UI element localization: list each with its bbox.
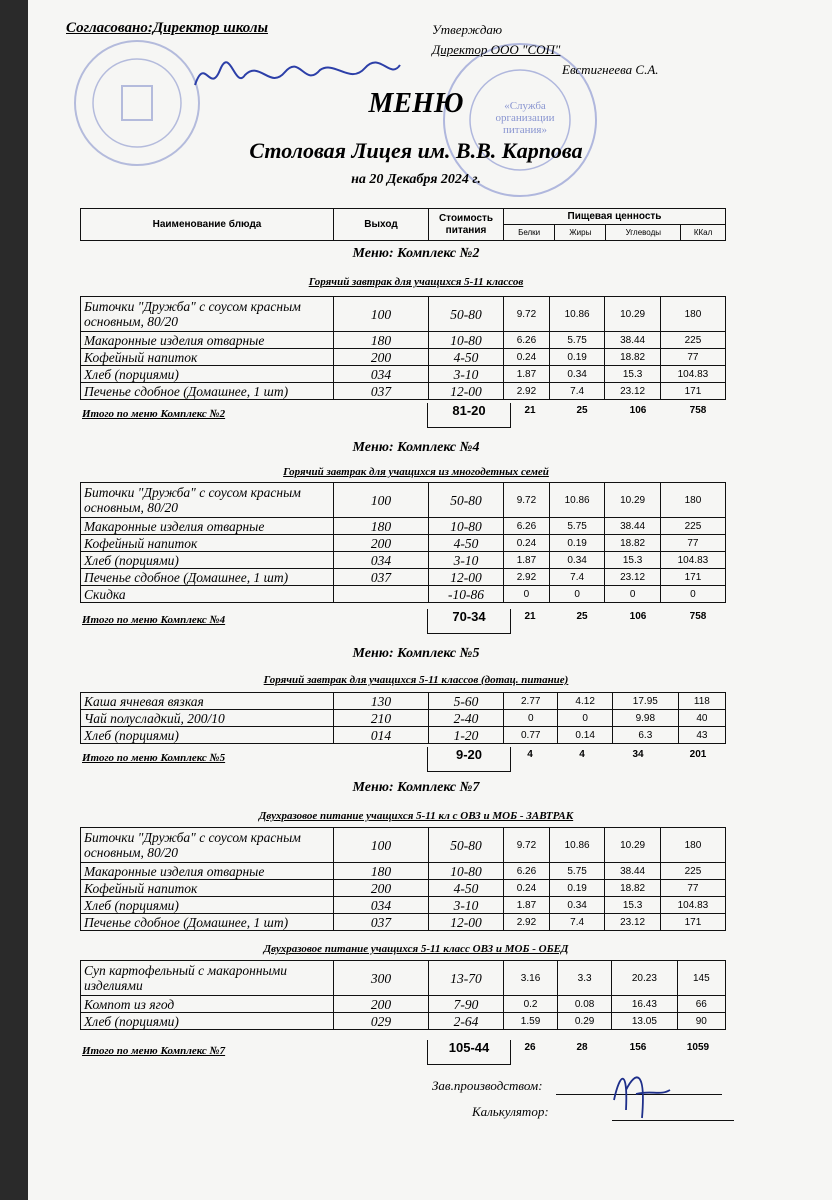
dish-cost: 13-70 bbox=[429, 961, 504, 996]
stamp-label: «Служба организации питания» bbox=[495, 100, 555, 136]
dish-name: Хлеб (порциями) bbox=[81, 727, 334, 744]
dish-output: 034 bbox=[334, 366, 429, 383]
total-cost: 9-20 bbox=[427, 747, 511, 772]
dish-output: 100 bbox=[334, 828, 429, 863]
dish-name: Печенье сдобное (Домашнее, 1 шт) bbox=[81, 383, 334, 400]
dish-cost: 2-40 bbox=[429, 710, 504, 727]
dish-output: 029 bbox=[334, 1013, 429, 1030]
total-fat: 25 bbox=[576, 611, 588, 622]
menu-table bbox=[80, 827, 726, 931]
dish-cost: 3-10 bbox=[429, 897, 504, 914]
dish-kcal: 180 bbox=[660, 297, 725, 332]
dish-protein: 0.2 bbox=[504, 996, 558, 1013]
dish-fat: 0.14 bbox=[558, 727, 612, 744]
dish-name: Кофейный напиток bbox=[81, 880, 334, 897]
dish-protein: 9.72 bbox=[504, 483, 550, 518]
dish-carbs: 13.05 bbox=[612, 1013, 677, 1030]
total-label: Итого по меню Комплекс №4 bbox=[82, 614, 226, 626]
dish-kcal: 225 bbox=[660, 863, 725, 880]
dish-output: 200 bbox=[334, 996, 429, 1013]
menu-title: Меню: Комплекс №5 bbox=[352, 646, 480, 661]
dish-kcal: 180 bbox=[660, 828, 725, 863]
dish-protein: 1.87 bbox=[504, 897, 550, 914]
dish-carbs: 38.44 bbox=[605, 518, 661, 535]
dish-name: Хлеб (порциями) bbox=[81, 897, 334, 914]
dish-fat: 0.34 bbox=[549, 552, 605, 569]
table-row bbox=[81, 569, 726, 586]
page-title: МЕНЮ bbox=[368, 88, 464, 119]
dish-cost: 7-90 bbox=[429, 996, 504, 1013]
approve-label: Утверждаю bbox=[432, 22, 503, 37]
table-row bbox=[81, 349, 726, 366]
menu-subtitle: Горячий завтрак для учащихся 5-11 классов bbox=[308, 276, 524, 288]
total-fat: 4 bbox=[579, 749, 585, 760]
menu-date: на 20 Декабря 2024 г. bbox=[351, 172, 481, 187]
table-row bbox=[81, 961, 726, 996]
menu-title: Меню: Комплекс №2 bbox=[352, 246, 480, 261]
dish-cost: 10-80 bbox=[429, 863, 504, 880]
dish-cost: 50-80 bbox=[429, 828, 504, 863]
total-protein: 21 bbox=[524, 405, 536, 416]
dish-carbs: 38.44 bbox=[605, 863, 661, 880]
menu-subtitle: Горячий завтрак для учащихся из многодетных семей bbox=[283, 466, 549, 478]
dish-protein: 9.72 bbox=[504, 828, 550, 863]
director-label: Директор ООО "СОП" bbox=[432, 42, 561, 57]
col-carbs-header: Углеводы bbox=[606, 225, 681, 241]
dish-output: 200 bbox=[334, 349, 429, 366]
menu-table bbox=[80, 482, 726, 603]
dish-kcal: 0 bbox=[660, 586, 725, 603]
menu-subtitle: Горячий завтрак для учащихся 5-11 классов (дотац. питание) bbox=[263, 674, 569, 686]
dish-cost: 10-80 bbox=[429, 332, 504, 349]
dish-protein: 0 bbox=[504, 586, 550, 603]
dish-cost: 3-10 bbox=[429, 552, 504, 569]
dish-cost: 2-64 bbox=[429, 1013, 504, 1030]
dish-kcal: 145 bbox=[677, 961, 725, 996]
dish-output: 034 bbox=[334, 552, 429, 569]
dish-name: Макаронные изделия отварные bbox=[81, 863, 334, 880]
table-row bbox=[81, 535, 726, 552]
dish-fat: 0.29 bbox=[558, 1013, 612, 1030]
dish-protein: 9.72 bbox=[504, 297, 550, 332]
dish-protein: 2.92 bbox=[504, 914, 550, 931]
dish-carbs: 10.29 bbox=[605, 297, 661, 332]
total-carbs: 106 bbox=[629, 405, 647, 416]
dish-name: Чай полусладкий, 200/10 bbox=[81, 710, 334, 727]
dish-cost: 12-00 bbox=[429, 569, 504, 586]
menu-table bbox=[80, 692, 726, 744]
dish-cost: 4-50 bbox=[429, 535, 504, 552]
dish-kcal: 66 bbox=[677, 996, 725, 1013]
dish-cost: 12-00 bbox=[429, 383, 504, 400]
calculator-line bbox=[612, 1120, 734, 1121]
total-fat: 28 bbox=[576, 1042, 588, 1053]
dish-carbs: 15.3 bbox=[605, 552, 661, 569]
total-carbs: 106 bbox=[629, 611, 647, 622]
calculator-label: Калькулятор: bbox=[472, 1104, 549, 1119]
dish-protein: 1.87 bbox=[504, 366, 550, 383]
dish-cost: 10-80 bbox=[429, 518, 504, 535]
agreed-label: Согласовано:Директор школы bbox=[66, 20, 268, 36]
dish-name: Биточки "Дружба" с соусом красным основным, 80/20 bbox=[81, 828, 334, 863]
dish-fat: 5.75 bbox=[549, 863, 605, 880]
dish-fat: 0.34 bbox=[549, 897, 605, 914]
dish-name: Кофейный напиток bbox=[81, 349, 334, 366]
table-row bbox=[81, 828, 726, 863]
dish-protein: 3.16 bbox=[504, 961, 558, 996]
dish-output: 014 bbox=[334, 727, 429, 744]
dish-kcal: 225 bbox=[660, 518, 725, 535]
dish-carbs: 0 bbox=[605, 586, 661, 603]
menu-table bbox=[80, 296, 726, 400]
dish-output: 034 bbox=[334, 897, 429, 914]
dish-output: 210 bbox=[334, 710, 429, 727]
dish-output: 300 bbox=[334, 961, 429, 996]
dish-output: 180 bbox=[334, 332, 429, 349]
total-protein: 21 bbox=[524, 611, 536, 622]
table-row bbox=[81, 552, 726, 569]
table-row bbox=[81, 710, 726, 727]
total-protein: 4 bbox=[527, 749, 533, 760]
dish-fat: 7.4 bbox=[549, 569, 605, 586]
dish-fat: 0 bbox=[558, 710, 612, 727]
dish-carbs: 20.23 bbox=[612, 961, 677, 996]
dish-output: 200 bbox=[334, 880, 429, 897]
dish-output: 100 bbox=[334, 483, 429, 518]
total-kcal: 758 bbox=[689, 611, 707, 622]
table-row bbox=[81, 586, 726, 603]
menu-table bbox=[80, 960, 726, 1030]
dish-cost: 5-60 bbox=[429, 693, 504, 710]
dish-fat: 10.86 bbox=[549, 297, 605, 332]
table-row bbox=[81, 693, 726, 710]
dish-protein: 0.77 bbox=[504, 727, 558, 744]
director-name: Евстигнеева С.А. bbox=[562, 62, 659, 77]
col-nutrition-header: Пищевая ценность bbox=[504, 209, 726, 225]
dish-fat: 0.19 bbox=[549, 349, 605, 366]
dish-output: 180 bbox=[334, 518, 429, 535]
dish-carbs: 10.29 bbox=[605, 483, 661, 518]
dish-name: Каша ячневая вязкая bbox=[81, 693, 334, 710]
dish-name: Печенье сдобное (Домашнее, 1 шт) bbox=[81, 914, 334, 931]
page-subtitle: Столовая Лицея им. В.В. Карпова bbox=[249, 138, 583, 163]
dish-kcal: 90 bbox=[677, 1013, 725, 1030]
dish-kcal: 171 bbox=[660, 569, 725, 586]
col-kcal-header: ККал bbox=[681, 225, 726, 241]
table-row bbox=[81, 996, 726, 1013]
dish-cost: 1-20 bbox=[429, 727, 504, 744]
dish-kcal: 171 bbox=[660, 914, 725, 931]
dish-protein: 1.87 bbox=[504, 552, 550, 569]
table-row bbox=[81, 366, 726, 383]
dish-protein: 6.26 bbox=[504, 863, 550, 880]
dish-protein: 2.77 bbox=[504, 693, 558, 710]
dish-cost: 50-80 bbox=[429, 297, 504, 332]
dish-cost: 4-50 bbox=[429, 880, 504, 897]
dish-output: 130 bbox=[334, 693, 429, 710]
dish-name: Кофейный напиток bbox=[81, 535, 334, 552]
total-fat: 25 bbox=[576, 405, 588, 416]
table-row bbox=[81, 297, 726, 332]
menu-title: Меню: Комплекс №4 bbox=[352, 440, 480, 455]
total-label: Итого по меню Комплекс №7 bbox=[82, 1045, 226, 1057]
dish-name: Хлеб (порциями) bbox=[81, 1013, 334, 1030]
col-name-header: Наименование блюда bbox=[81, 209, 334, 241]
col-fat-header: Жиры bbox=[555, 225, 606, 241]
menu-title: Меню: Комплекс №7 bbox=[352, 780, 480, 795]
table-row bbox=[81, 383, 726, 400]
total-label: Итого по меню Комплекс №2 bbox=[82, 408, 226, 420]
table-row bbox=[81, 332, 726, 349]
dish-fat: 10.86 bbox=[549, 828, 605, 863]
total-kcal: 201 bbox=[689, 749, 707, 760]
total-carbs: 34 bbox=[632, 749, 644, 760]
total-cost: 70-34 bbox=[427, 609, 511, 634]
dish-protein: 6.26 bbox=[504, 332, 550, 349]
dish-kcal: 40 bbox=[678, 710, 725, 727]
dish-output: 100 bbox=[334, 297, 429, 332]
dish-cost: 4-50 bbox=[429, 349, 504, 366]
dish-protein: 2.92 bbox=[504, 383, 550, 400]
menu-subtitle: Двухразовое питание учащихся 5-11 класс ОВЗ и МОБ - ОБЕД bbox=[263, 943, 569, 955]
total-kcal: 758 bbox=[689, 405, 707, 416]
dish-protein: 0.24 bbox=[504, 349, 550, 366]
dish-kcal: 104.83 bbox=[660, 897, 725, 914]
dish-fat: 5.75 bbox=[549, 332, 605, 349]
dish-kcal: 77 bbox=[660, 535, 725, 552]
dish-fat: 4.12 bbox=[558, 693, 612, 710]
dish-carbs: 38.44 bbox=[605, 332, 661, 349]
total-kcal: 1059 bbox=[686, 1042, 710, 1053]
total-carbs: 156 bbox=[629, 1042, 647, 1053]
dish-fat: 0.08 bbox=[558, 996, 612, 1013]
dish-protein: 6.26 bbox=[504, 518, 550, 535]
dish-cost: 12-00 bbox=[429, 914, 504, 931]
dish-carbs: 18.82 bbox=[605, 535, 661, 552]
dish-output: 180 bbox=[334, 863, 429, 880]
total-cost: 105-44 bbox=[427, 1040, 511, 1065]
dish-output: 037 bbox=[334, 569, 429, 586]
dish-kcal: 180 bbox=[660, 483, 725, 518]
table-row bbox=[81, 518, 726, 535]
dish-output bbox=[334, 586, 429, 603]
table-row bbox=[81, 727, 726, 744]
menu-subtitle: Двухразовое питание учащихся 5-11 кл с ОВЗ и МОБ - ЗАВТРАК bbox=[258, 810, 574, 822]
dish-protein: 2.92 bbox=[504, 569, 550, 586]
col-output-header: Выход bbox=[334, 209, 429, 241]
dish-protein: 0.24 bbox=[504, 880, 550, 897]
dish-output: 037 bbox=[334, 383, 429, 400]
dish-kcal: 171 bbox=[660, 383, 725, 400]
dish-carbs: 18.82 bbox=[605, 349, 661, 366]
dish-name: Макаронные изделия отварные bbox=[81, 518, 334, 535]
dish-name: Скидка bbox=[81, 586, 334, 603]
table-row bbox=[81, 483, 726, 518]
dish-protein: 1.59 bbox=[504, 1013, 558, 1030]
dish-carbs: 10.29 bbox=[605, 828, 661, 863]
dish-carbs: 23.12 bbox=[605, 383, 661, 400]
dish-carbs: 15.3 bbox=[605, 366, 661, 383]
dish-output: 037 bbox=[334, 914, 429, 931]
dish-carbs: 17.95 bbox=[612, 693, 678, 710]
dish-name: Печенье сдобное (Домашнее, 1 шт) bbox=[81, 569, 334, 586]
dish-name: Хлеб (порциями) bbox=[81, 552, 334, 569]
dish-fat: 0 bbox=[549, 586, 605, 603]
production-head-label: Зав.производством: bbox=[432, 1078, 543, 1093]
dish-kcal: 104.83 bbox=[660, 552, 725, 569]
table-row bbox=[81, 863, 726, 880]
dish-carbs: 23.12 bbox=[605, 569, 661, 586]
table-row bbox=[81, 880, 726, 897]
dish-kcal: 118 bbox=[678, 693, 725, 710]
dish-fat: 10.86 bbox=[549, 483, 605, 518]
dish-fat: 0.19 bbox=[549, 880, 605, 897]
dish-kcal: 104.83 bbox=[660, 366, 725, 383]
dish-name: Биточки "Дружба" с соусом красным основным, 80/20 bbox=[81, 483, 334, 518]
dish-fat: 3.3 bbox=[558, 961, 612, 996]
table-row bbox=[81, 897, 726, 914]
dish-protein: 0 bbox=[504, 710, 558, 727]
dish-fat: 0.19 bbox=[549, 535, 605, 552]
header-table bbox=[80, 208, 726, 241]
dish-name: Компот из ягод bbox=[81, 996, 334, 1013]
dish-protein: 0.24 bbox=[504, 535, 550, 552]
table-row bbox=[81, 1013, 726, 1030]
dish-name: Суп картофельный с макаронными изделиями bbox=[81, 961, 334, 996]
dish-cost: 3-10 bbox=[429, 366, 504, 383]
dish-kcal: 77 bbox=[660, 349, 725, 366]
dish-carbs: 18.82 bbox=[605, 880, 661, 897]
col-protein-header: Белки bbox=[504, 225, 555, 241]
dish-carbs: 15.3 bbox=[605, 897, 661, 914]
col-cost-header: Стоимость питания bbox=[429, 209, 504, 241]
dish-fat: 5.75 bbox=[549, 518, 605, 535]
dish-name: Хлеб (порциями) bbox=[81, 366, 334, 383]
total-label: Итого по меню Комплекс №5 bbox=[82, 752, 226, 764]
dish-carbs: 6.3 bbox=[612, 727, 678, 744]
signature-right bbox=[596, 1060, 676, 1124]
dish-fat: 7.4 bbox=[549, 383, 605, 400]
dish-fat: 0.34 bbox=[549, 366, 605, 383]
total-cost: 81-20 bbox=[427, 403, 511, 428]
dish-output: 200 bbox=[334, 535, 429, 552]
table-row bbox=[81, 914, 726, 931]
dish-name: Биточки "Дружба" с соусом красным основным, 80/20 bbox=[81, 297, 334, 332]
dish-carbs: 23.12 bbox=[605, 914, 661, 931]
dish-cost: 50-80 bbox=[429, 483, 504, 518]
dish-cost: -10-86 bbox=[429, 586, 504, 603]
dish-kcal: 77 bbox=[660, 880, 725, 897]
dish-kcal: 43 bbox=[678, 727, 725, 744]
dish-carbs: 9.98 bbox=[612, 710, 678, 727]
dish-kcal: 225 bbox=[660, 332, 725, 349]
total-protein: 26 bbox=[524, 1042, 536, 1053]
dish-carbs: 16.43 bbox=[612, 996, 677, 1013]
dish-fat: 7.4 bbox=[549, 914, 605, 931]
dish-name: Макаронные изделия отварные bbox=[81, 332, 334, 349]
